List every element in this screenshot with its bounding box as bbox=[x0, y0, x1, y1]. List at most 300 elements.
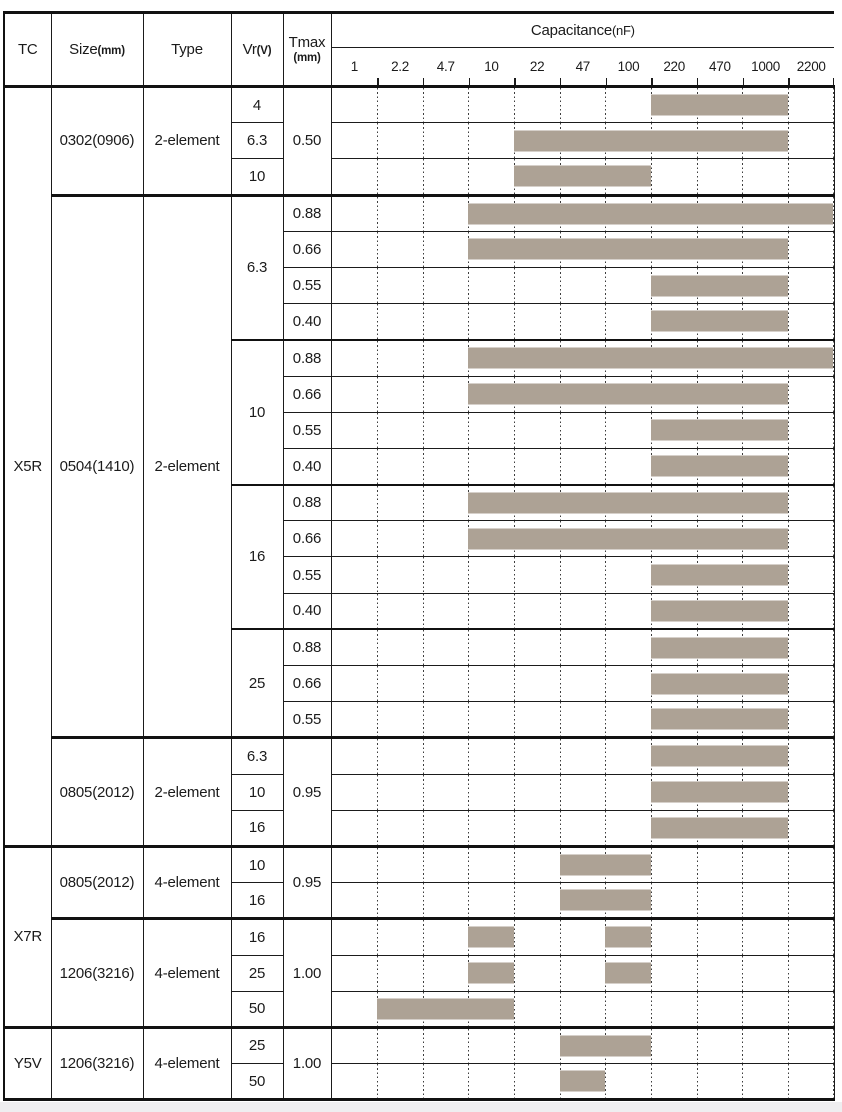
dotted-grid-line bbox=[423, 557, 424, 592]
axis-tick-mark bbox=[651, 78, 652, 85]
vr-cell: 6.3 bbox=[231, 195, 283, 340]
capacitance-range-cell bbox=[331, 485, 834, 521]
dotted-grid-line bbox=[833, 775, 834, 810]
dotted-grid-line bbox=[788, 848, 789, 882]
dotted-grid-line bbox=[788, 413, 789, 448]
capacitance-range-cell bbox=[331, 123, 834, 159]
capacitance-range-bar bbox=[468, 239, 787, 260]
tmax-cell: 0.66 bbox=[283, 376, 331, 412]
dotted-grid-line bbox=[833, 811, 834, 845]
dotted-grid-line bbox=[377, 666, 378, 701]
dotted-grid-line bbox=[423, 630, 424, 665]
col-header-type-label: Type bbox=[171, 41, 203, 58]
capacitance-range-cell bbox=[331, 231, 834, 267]
dotted-grid-line bbox=[377, 594, 378, 629]
dotted-grid-line bbox=[423, 811, 424, 845]
capacitance-range-bar bbox=[468, 963, 514, 984]
dotted-grid-line bbox=[560, 594, 561, 629]
dotted-grid-line bbox=[423, 486, 424, 521]
capacitance-range-cell bbox=[331, 1064, 834, 1100]
dotted-grid-line bbox=[514, 88, 515, 122]
capacitance-range-cell bbox=[331, 774, 834, 810]
dotted-grid-line bbox=[833, 702, 834, 736]
dotted-grid-line bbox=[377, 486, 378, 521]
dotted-grid-line bbox=[514, 775, 515, 810]
dotted-grid-line bbox=[423, 268, 424, 303]
col-header-type bbox=[143, 13, 231, 87]
dotted-grid-line bbox=[514, 304, 515, 339]
dotted-grid-line bbox=[560, 811, 561, 845]
dotted-grid-line bbox=[742, 159, 743, 193]
axis-tick-label: 1000 bbox=[751, 59, 780, 74]
col-header-vr-label: Vr bbox=[242, 41, 257, 58]
capacitance-axis bbox=[331, 48, 834, 87]
dotted-grid-line bbox=[514, 630, 515, 665]
dotted-grid-line bbox=[605, 594, 606, 629]
dotted-grid-line bbox=[514, 268, 515, 303]
dotted-grid-line bbox=[605, 413, 606, 448]
col-header-size-unit: (mm) bbox=[97, 45, 125, 57]
capacitance-range-cell bbox=[331, 195, 834, 231]
table-row bbox=[4, 87, 834, 123]
vr-cell: 16 bbox=[231, 810, 283, 846]
dotted-grid-line bbox=[423, 920, 424, 954]
dotted-grid-line bbox=[833, 1064, 834, 1098]
tc-cell: X5R bbox=[4, 87, 51, 847]
axis-tick-mark bbox=[788, 78, 789, 85]
capacitance-range-cell bbox=[331, 376, 834, 412]
col-header-vr bbox=[231, 13, 283, 87]
dotted-grid-line bbox=[377, 1064, 378, 1098]
capacitance-range-cell bbox=[331, 159, 834, 195]
tmax-cell: 0.55 bbox=[283, 267, 331, 303]
type-cell: 2-element bbox=[143, 195, 231, 738]
dotted-grid-line bbox=[560, 449, 561, 484]
vr-cell: 6.3 bbox=[231, 738, 283, 774]
dotted-grid-line bbox=[833, 413, 834, 448]
table-row bbox=[4, 195, 834, 231]
dotted-grid-line bbox=[788, 702, 789, 736]
dotted-grid-line bbox=[788, 811, 789, 845]
vr-cell: 10 bbox=[231, 340, 283, 485]
dotted-grid-line bbox=[833, 594, 834, 629]
dotted-grid-line bbox=[514, 992, 515, 1026]
dotted-grid-line bbox=[423, 1029, 424, 1063]
dotted-grid-line bbox=[468, 630, 469, 665]
capacitance-range-bar bbox=[560, 855, 651, 876]
dotted-grid-line bbox=[514, 848, 515, 882]
dotted-grid-line bbox=[742, 992, 743, 1026]
capacitance-range-bar bbox=[651, 782, 788, 803]
capacitance-range-cell bbox=[331, 557, 834, 593]
table-row bbox=[4, 1027, 834, 1063]
dotted-grid-line bbox=[605, 304, 606, 339]
axis-tick-mark bbox=[377, 78, 378, 85]
col-header-tmax-unit: (mm) bbox=[293, 51, 321, 64]
capacitance-spec-table bbox=[3, 11, 835, 1101]
dotted-grid-line bbox=[468, 88, 469, 122]
dotted-grid-line bbox=[651, 992, 652, 1026]
col-header-capacitance-label: Capacitance bbox=[530, 22, 613, 39]
dotted-grid-line bbox=[468, 594, 469, 629]
dotted-grid-line bbox=[788, 449, 789, 484]
dotted-grid-line bbox=[651, 159, 652, 193]
bottom-strip bbox=[0, 1102, 842, 1112]
axis-tick-mark bbox=[560, 78, 561, 85]
dotted-grid-line bbox=[377, 811, 378, 845]
capacitance-range-bar bbox=[560, 1035, 651, 1056]
capacitance-range-cell bbox=[331, 883, 834, 919]
capacitance-range-cell bbox=[331, 521, 834, 557]
dotted-grid-line bbox=[377, 159, 378, 193]
dotted-grid-line bbox=[788, 232, 789, 267]
vr-cell: 16 bbox=[231, 919, 283, 955]
size-cell: 0805(2012) bbox=[51, 738, 143, 847]
dotted-grid-line bbox=[560, 304, 561, 339]
dotted-grid-line bbox=[377, 1029, 378, 1063]
capacitance-range-bar bbox=[651, 637, 788, 658]
dotted-grid-line bbox=[560, 666, 561, 701]
dotted-grid-line bbox=[560, 268, 561, 303]
dotted-grid-line bbox=[377, 883, 378, 917]
dotted-grid-line bbox=[833, 739, 834, 773]
dotted-grid-line bbox=[468, 557, 469, 592]
dotted-grid-line bbox=[514, 739, 515, 773]
dotted-grid-line bbox=[560, 775, 561, 810]
capacitance-range-bar bbox=[468, 348, 833, 369]
dotted-grid-line bbox=[788, 594, 789, 629]
dotted-grid-line bbox=[742, 956, 743, 991]
dotted-grid-line bbox=[514, 557, 515, 592]
capacitance-range-bar bbox=[468, 384, 787, 405]
axis-tick-mark bbox=[469, 78, 470, 85]
axis-tick-labels bbox=[332, 48, 835, 85]
dotted-grid-line bbox=[833, 377, 834, 412]
dotted-grid-line bbox=[468, 1029, 469, 1063]
axis-tick-mark bbox=[833, 78, 834, 85]
size-cell: 0805(2012) bbox=[51, 846, 143, 918]
axis-tick-label: 1 bbox=[350, 59, 358, 74]
col-header-size bbox=[51, 13, 143, 87]
capacitance-range-bar bbox=[651, 817, 788, 838]
dotted-grid-line bbox=[377, 377, 378, 412]
vr-cell: 10 bbox=[231, 159, 283, 195]
dotted-grid-line bbox=[560, 992, 561, 1026]
dotted-grid-line bbox=[788, 1064, 789, 1098]
capacitance-range-cell bbox=[331, 304, 834, 340]
col-header-capacitance-unit: (nF) bbox=[612, 23, 635, 38]
dotted-grid-line bbox=[833, 88, 834, 122]
type-cell: 2-element bbox=[143, 738, 231, 847]
capacitance-range-bar bbox=[651, 709, 788, 730]
dotted-grid-line bbox=[742, 920, 743, 954]
dotted-grid-line bbox=[742, 848, 743, 882]
dotted-grid-line bbox=[560, 920, 561, 954]
dotted-grid-line bbox=[468, 159, 469, 193]
dotted-grid-line bbox=[377, 920, 378, 954]
dotted-grid-line bbox=[833, 883, 834, 917]
dotted-grid-line bbox=[377, 123, 378, 158]
dotted-grid-line bbox=[560, 702, 561, 736]
dotted-grid-line bbox=[560, 956, 561, 991]
dotted-grid-line bbox=[605, 630, 606, 665]
dotted-grid-line bbox=[651, 883, 652, 917]
capacitance-range-cell bbox=[331, 810, 834, 846]
capacitance-range-cell bbox=[331, 991, 834, 1027]
type-cell: 2-element bbox=[143, 87, 231, 196]
dotted-grid-line bbox=[742, 883, 743, 917]
dotted-grid-line bbox=[788, 304, 789, 339]
type-cell: 4-element bbox=[143, 846, 231, 918]
axis-tick-label: 2.2 bbox=[391, 59, 409, 74]
table-header bbox=[4, 13, 834, 87]
dotted-grid-line bbox=[605, 1064, 606, 1098]
dotted-grid-line bbox=[377, 449, 378, 484]
capacitance-range-cell bbox=[331, 738, 834, 774]
dotted-grid-line bbox=[697, 883, 698, 917]
capacitance-range-cell bbox=[331, 1027, 834, 1063]
capacitance-range-cell bbox=[331, 267, 834, 303]
dotted-grid-line bbox=[423, 739, 424, 773]
dotted-grid-line bbox=[423, 232, 424, 267]
dotted-grid-line bbox=[377, 702, 378, 736]
dotted-grid-line bbox=[468, 775, 469, 810]
vr-cell: 25 bbox=[231, 629, 283, 738]
dotted-grid-line bbox=[514, 1029, 515, 1063]
dotted-grid-line bbox=[468, 666, 469, 701]
dotted-grid-line bbox=[377, 304, 378, 339]
axis-tick-label: 22 bbox=[529, 59, 545, 74]
dotted-grid-line bbox=[605, 775, 606, 810]
col-header-size-label: Size bbox=[69, 41, 98, 58]
dotted-grid-line bbox=[514, 666, 515, 701]
dotted-grid-line bbox=[605, 449, 606, 484]
dotted-grid-line bbox=[423, 666, 424, 701]
axis-tick-mark bbox=[514, 78, 515, 85]
capacitance-range-cell bbox=[331, 593, 834, 629]
dotted-grid-line bbox=[377, 956, 378, 991]
dotted-grid-line bbox=[377, 557, 378, 592]
dotted-grid-line bbox=[423, 88, 424, 122]
dotted-grid-line bbox=[833, 1029, 834, 1063]
dotted-grid-line bbox=[605, 88, 606, 122]
capacitance-range-bar bbox=[605, 927, 651, 948]
dotted-grid-line bbox=[514, 702, 515, 736]
dotted-grid-line bbox=[788, 992, 789, 1026]
capacitance-range-bar bbox=[468, 927, 514, 948]
size-cell: 0504(1410) bbox=[51, 195, 143, 738]
vr-cell: 10 bbox=[231, 846, 283, 882]
table-row bbox=[4, 738, 834, 774]
capacitance-range-bar bbox=[651, 565, 788, 586]
axis-tick-mark bbox=[423, 78, 424, 85]
capacitance-range-cell bbox=[331, 666, 834, 702]
capacitance-range-bar bbox=[560, 1071, 606, 1092]
tmax-cell: 0.66 bbox=[283, 666, 331, 702]
tmax-cell: 0.66 bbox=[283, 521, 331, 557]
dotted-grid-line bbox=[377, 739, 378, 773]
vr-cell: 10 bbox=[231, 774, 283, 810]
capacitance-range-bar bbox=[651, 673, 788, 694]
dotted-grid-line bbox=[788, 521, 789, 556]
dotted-grid-line bbox=[833, 666, 834, 701]
dotted-grid-line bbox=[468, 304, 469, 339]
dotted-grid-line bbox=[514, 413, 515, 448]
capacitance-range-cell bbox=[331, 629, 834, 665]
dotted-grid-line bbox=[651, 1064, 652, 1098]
dotted-grid-line bbox=[833, 268, 834, 303]
dotted-grid-line bbox=[742, 1064, 743, 1098]
dotted-grid-line bbox=[788, 1029, 789, 1063]
axis-tick-mark bbox=[606, 78, 607, 85]
dotted-grid-line bbox=[788, 88, 789, 122]
dotted-grid-line bbox=[651, 920, 652, 954]
dotted-grid-line bbox=[605, 811, 606, 845]
capacitance-range-bar bbox=[651, 95, 788, 116]
dotted-grid-line bbox=[423, 304, 424, 339]
capacitance-range-cell bbox=[331, 702, 834, 738]
dotted-grid-line bbox=[697, 920, 698, 954]
capacitance-range-bar bbox=[560, 890, 651, 911]
dotted-grid-line bbox=[468, 123, 469, 158]
dotted-grid-line bbox=[560, 630, 561, 665]
vr-cell: 16 bbox=[231, 883, 283, 919]
tmax-cell: 0.55 bbox=[283, 412, 331, 448]
dotted-grid-line bbox=[833, 159, 834, 193]
dotted-grid-line bbox=[833, 956, 834, 991]
dotted-grid-line bbox=[423, 159, 424, 193]
capacitance-range-bar bbox=[468, 492, 787, 513]
dotted-grid-line bbox=[377, 630, 378, 665]
tmax-cell: 0.55 bbox=[283, 557, 331, 593]
capacitance-range-cell bbox=[331, 448, 834, 484]
dotted-grid-line bbox=[697, 956, 698, 991]
dotted-grid-line bbox=[468, 1064, 469, 1098]
dotted-grid-line bbox=[697, 1064, 698, 1098]
vr-cell: 50 bbox=[231, 1064, 283, 1100]
dotted-grid-line bbox=[560, 739, 561, 773]
capacitance-range-cell bbox=[331, 340, 834, 376]
tmax-cell: 0.40 bbox=[283, 448, 331, 484]
capacitance-range-bar bbox=[514, 166, 651, 187]
size-cell: 1206(3216) bbox=[51, 919, 143, 1028]
table-row bbox=[4, 919, 834, 955]
dotted-grid-line bbox=[468, 268, 469, 303]
dotted-grid-line bbox=[423, 594, 424, 629]
capacitance-range-bar bbox=[468, 528, 787, 549]
dotted-grid-line bbox=[514, 956, 515, 991]
dotted-grid-line bbox=[377, 232, 378, 267]
size-cell: 1206(3216) bbox=[51, 1027, 143, 1099]
dotted-grid-line bbox=[605, 739, 606, 773]
dotted-grid-line bbox=[788, 159, 789, 193]
tmax-cell: 0.88 bbox=[283, 195, 331, 231]
type-cell: 4-element bbox=[143, 1027, 231, 1099]
dotted-grid-line bbox=[605, 702, 606, 736]
dotted-grid-line bbox=[514, 449, 515, 484]
capacitance-range-bar bbox=[468, 203, 833, 224]
tmax-cell: 0.40 bbox=[283, 593, 331, 629]
tc-cell: X7R bbox=[4, 846, 51, 1027]
axis-tick-label: 2200 bbox=[796, 59, 826, 74]
capacitance-range-bar bbox=[377, 998, 514, 1019]
col-header-tc bbox=[4, 13, 51, 87]
dotted-grid-line bbox=[833, 232, 834, 267]
axis-tick-label: 470 bbox=[709, 59, 731, 74]
dotted-grid-line bbox=[833, 630, 834, 665]
tmax-cell: 0.50 bbox=[283, 87, 331, 196]
dotted-grid-line bbox=[788, 883, 789, 917]
dotted-grid-line bbox=[423, 341, 424, 376]
capacitance-range-bar bbox=[514, 130, 788, 151]
tmax-cell: 1.00 bbox=[283, 919, 331, 1028]
dotted-grid-line bbox=[423, 848, 424, 882]
dotted-grid-line bbox=[697, 848, 698, 882]
size-cell: 0302(0906) bbox=[51, 87, 143, 196]
col-header-tc-label: TC bbox=[17, 41, 38, 58]
vr-cell: 16 bbox=[231, 485, 283, 630]
dotted-grid-line bbox=[560, 88, 561, 122]
col-header-capacitance bbox=[331, 13, 834, 48]
col-header-tmax-label: Tmax bbox=[288, 34, 326, 52]
capacitance-range-bar bbox=[651, 600, 788, 621]
dotted-grid-line bbox=[514, 811, 515, 845]
dotted-grid-line bbox=[833, 304, 834, 339]
axis-tick-label: 47 bbox=[575, 59, 590, 74]
dotted-grid-line bbox=[468, 739, 469, 773]
dotted-grid-line bbox=[423, 883, 424, 917]
dotted-grid-line bbox=[697, 992, 698, 1026]
dotted-grid-line bbox=[833, 449, 834, 484]
capacitance-range-cell bbox=[331, 919, 834, 955]
dotted-grid-line bbox=[377, 88, 378, 122]
tmax-cell: 0.40 bbox=[283, 304, 331, 340]
dotted-grid-line bbox=[468, 413, 469, 448]
tmax-cell: 0.95 bbox=[283, 846, 331, 918]
dotted-grid-line bbox=[651, 1029, 652, 1063]
vr-cell: 25 bbox=[231, 955, 283, 991]
dotted-grid-line bbox=[788, 920, 789, 954]
dotted-grid-line bbox=[423, 449, 424, 484]
dotted-grid-line bbox=[788, 486, 789, 521]
dotted-grid-line bbox=[468, 449, 469, 484]
tmax-cell: 0.88 bbox=[283, 629, 331, 665]
dotted-grid-line bbox=[468, 848, 469, 882]
tmax-cell: 0.66 bbox=[283, 231, 331, 267]
dotted-grid-line bbox=[788, 666, 789, 701]
dotted-grid-line bbox=[514, 883, 515, 917]
dotted-grid-line bbox=[833, 557, 834, 592]
tmax-cell: 0.88 bbox=[283, 340, 331, 376]
dotted-grid-line bbox=[833, 486, 834, 521]
vr-cell: 50 bbox=[231, 991, 283, 1027]
dotted-grid-line bbox=[423, 775, 424, 810]
axis-tick-label: 4.7 bbox=[436, 59, 455, 74]
col-header-tmax bbox=[283, 13, 331, 87]
dotted-grid-line bbox=[605, 666, 606, 701]
dotted-grid-line bbox=[377, 268, 378, 303]
dotted-grid-line bbox=[651, 956, 652, 991]
dotted-grid-line bbox=[423, 197, 424, 231]
axis-tick-label: 220 bbox=[663, 59, 685, 74]
table-body bbox=[4, 87, 834, 1100]
table-row bbox=[4, 846, 834, 882]
dotted-grid-line bbox=[833, 848, 834, 882]
dotted-grid-line bbox=[468, 883, 469, 917]
axis-tick-label: 100 bbox=[617, 59, 640, 74]
dotted-grid-line bbox=[468, 702, 469, 736]
dotted-grid-line bbox=[605, 268, 606, 303]
